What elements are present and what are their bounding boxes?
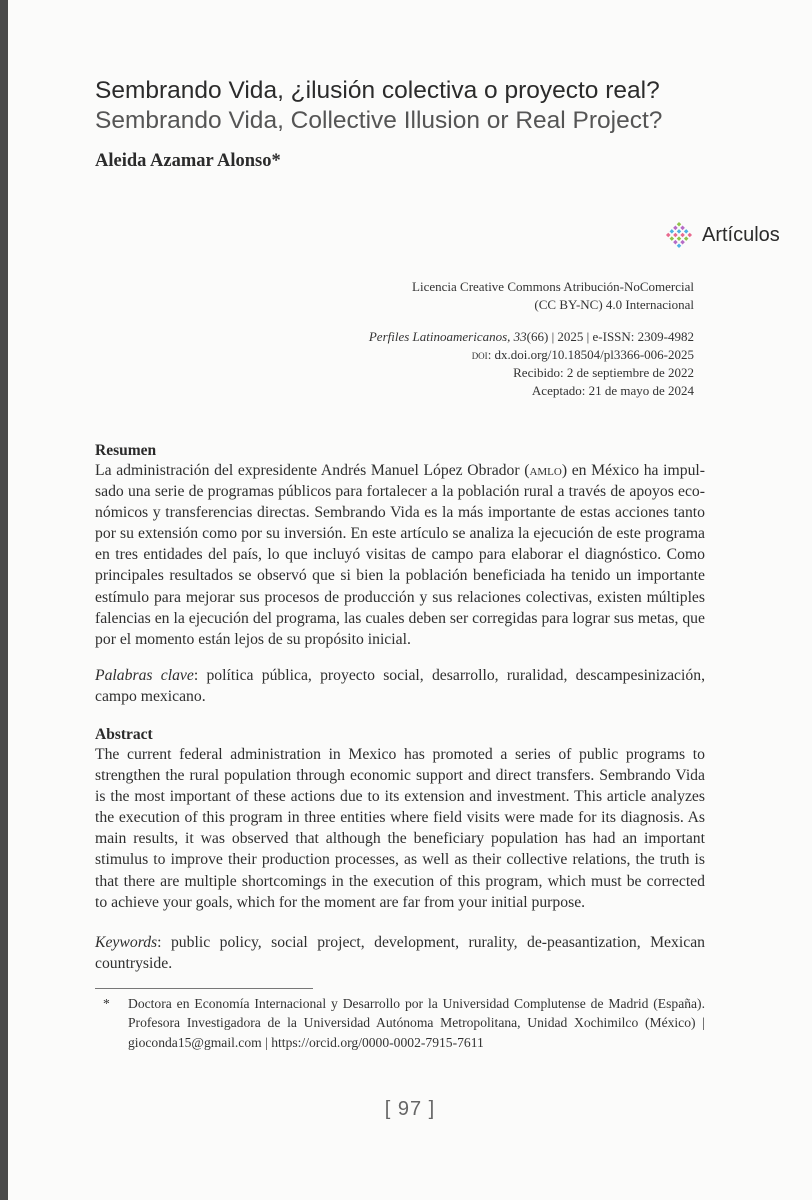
icon-dot bbox=[687, 233, 692, 238]
keywords-text: : public policy, social project, development, rurality, de-peasantization, Mexican bbox=[157, 934, 705, 951]
citation-rest: (66) | 2025 | e-ISSN: 2309-4982 bbox=[526, 329, 694, 344]
author-footnote bbox=[95, 994, 705, 1052]
received-date: Recibido: 2 de septiembre de 2022 bbox=[513, 365, 694, 380]
acronym-amlo: amlo bbox=[529, 462, 562, 479]
paragraph-line: The current federal administration in Mexico has promoted a series of public programs to bbox=[95, 746, 705, 763]
palabras-clave-text: : política pública, proyecto social, desarrollo, ruralidad, descampesinización, bbox=[193, 667, 705, 684]
footnote-line: gioconda15@gmail.com | https://orcid.org/0000-0002-7915-7611 bbox=[128, 1034, 484, 1050]
keywords-line bbox=[95, 932, 705, 953]
paragraph-line: nómicos y transferencias directas. Sembrando Vida es la más importante de estas acciones tanto bbox=[95, 504, 705, 522]
keywords bbox=[95, 932, 705, 974]
resumen-body bbox=[95, 460, 705, 650]
scan-edge bbox=[0, 0, 8, 1200]
doi-line bbox=[274, 346, 694, 364]
paragraph-line: strengthen the rural population through economic support and direct transfers. Sembrando Vida bbox=[95, 767, 705, 785]
publication-info bbox=[274, 328, 694, 400]
paragraph-line: por su extensión como por su inversión. En este artículo se analiza la ejecución de este programa bbox=[95, 525, 705, 543]
paragraph-line: por el momento están lejos de su propósito inicial. bbox=[95, 630, 411, 648]
author-name: Aleida Azamar Alonso* bbox=[95, 151, 281, 171]
paragraph-line: is the most important of these actions due to its extension and investment. This article analyzes bbox=[95, 788, 705, 806]
title-spanish: Sembrando Vida, ¿ilusión colectiva o proyecto real? bbox=[95, 77, 660, 104]
journal-name: Perfiles Latinoamericanos, bbox=[368, 329, 511, 344]
icon-dot bbox=[670, 229, 675, 234]
palabras-clave-label: Palabras clave bbox=[95, 667, 194, 684]
footnote-line: Doctora en Economía Internacional y Desarrollo por la Universidad Complutense de Madrid (España). bbox=[128, 996, 705, 1011]
paragraph-line: La administración del expresidente Andrés Manuel López Obrador (amlo) en México ha impul- bbox=[95, 462, 705, 479]
icon-dot bbox=[680, 240, 685, 245]
doi-link[interactable]: : dx.doi.org/10.18504/pl3366-006-2025 bbox=[487, 347, 694, 362]
paragraph-line: to achieve your goals, which for the moment are far from your initial purpose. bbox=[95, 893, 586, 911]
palabras-clave-line bbox=[95, 665, 705, 686]
journal-volume: 33 bbox=[513, 329, 527, 344]
license-line: (CC BY-NC) 4.0 Internacional bbox=[534, 297, 694, 312]
icon-dot bbox=[684, 229, 689, 234]
license-line: Licencia Creative Commons Atribución-NoComercial bbox=[412, 279, 694, 294]
icon-dot bbox=[677, 243, 682, 248]
icon-dot bbox=[677, 229, 682, 234]
keywords-label: Keywords bbox=[95, 934, 158, 951]
abstract-body bbox=[95, 744, 705, 913]
paragraph-line: stimulus to improve their production processes, as well as their collective relations, the truth is bbox=[95, 851, 705, 869]
palabras-clave-line: campo mexicano. bbox=[95, 688, 206, 706]
footnote-line: Profesora Investigadora de la Universidad Autónoma Metropolitana, Unidad Xochimilco (México) | bbox=[128, 1015, 705, 1031]
footnote-divider bbox=[95, 988, 313, 989]
icon-dot bbox=[670, 236, 675, 241]
doi-label: doi bbox=[471, 347, 488, 362]
accepted-date: Aceptado: 21 de mayo de 2024 bbox=[531, 383, 694, 398]
icon-dot bbox=[673, 226, 678, 231]
icon-dot bbox=[673, 233, 678, 238]
footnote-mark: * bbox=[103, 996, 110, 1011]
paragraph-line: falencias en la ejecución del programa, las cuales deben ser corregidas para lograr sus metas, que bbox=[95, 609, 705, 627]
paragraph-line: principales resultados se observó que si bien la población beneficiada ha tenido un importante bbox=[95, 567, 705, 585]
icon-dot bbox=[680, 226, 685, 231]
title-english: Sembrando Vida, Collective Illusion or Real Project? bbox=[95, 107, 663, 134]
paragraph-line: en tres entidades del país, lo que incluyó visitas de campo para elaborar el diagnóstico. Como bbox=[95, 546, 705, 564]
paragraph-line: the execution of this program in three entities where field visits were made for its diagnosis. As bbox=[95, 809, 705, 827]
keywords-line: countryside. bbox=[95, 955, 173, 973]
dots-diamond-icon bbox=[664, 220, 694, 250]
section-label bbox=[664, 218, 780, 252]
resumen-heading: Resumen bbox=[95, 442, 157, 459]
section-name: Artículos bbox=[702, 223, 780, 246]
icon-dot bbox=[677, 236, 682, 241]
palabras-clave bbox=[95, 665, 705, 707]
icon-dot bbox=[680, 233, 685, 238]
icon-dot bbox=[666, 233, 671, 238]
license-block bbox=[274, 278, 694, 314]
paragraph-line: that there are multiple shortcomings in the execution of this program, which must be corrected bbox=[95, 872, 705, 890]
icon-dot bbox=[673, 240, 678, 245]
icon-dot bbox=[684, 236, 689, 241]
paragraph-line: main results, it was observed that although the beneficiary population has had an important bbox=[95, 830, 705, 848]
citation-line bbox=[274, 328, 694, 346]
abstract-heading: Abstract bbox=[95, 726, 153, 743]
article-page bbox=[8, 0, 812, 1200]
icon-dot bbox=[677, 222, 682, 227]
page-number: [ 97 ] bbox=[384, 1098, 436, 1120]
paragraph-line: sado una serie de programas públicos para fortalecer a la población rural a través de apoyos eco- bbox=[95, 483, 705, 501]
paragraph-line: estímulo para mejorar sus procesos de producción y sus relaciones colectivas, existen múltiples bbox=[95, 588, 705, 606]
